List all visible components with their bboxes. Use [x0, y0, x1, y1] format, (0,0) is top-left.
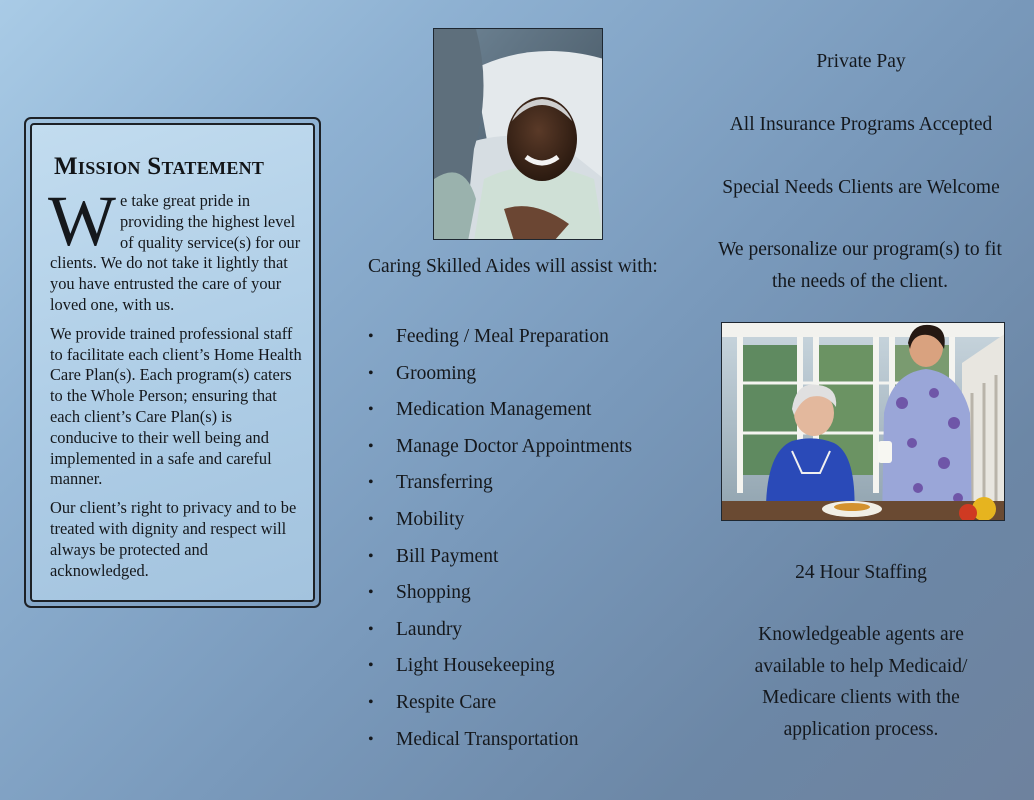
service-item-label: Shopping [396, 582, 471, 604]
personalize-text: We personalize our program(s) to fit the needs of the client. [718, 239, 1002, 292]
bullet-icon: • [368, 547, 374, 565]
bullet-icon: • [368, 510, 374, 528]
agents-text: Knowledgeable agents are available to help Medicaid/ Medicare clients with the application process. [754, 624, 968, 740]
service-item-label: Medical Transportation [396, 728, 579, 750]
service-item [368, 649, 632, 686]
service-item [368, 540, 632, 577]
service-item-label: Feeding / Meal Preparation [396, 326, 609, 347]
service-item-label: Respite Care [396, 691, 497, 713]
bullet-icon: • [368, 693, 374, 711]
service-item-label: Transferring [396, 472, 493, 494]
services-heading: Caring Skilled Aides will assist with: [368, 256, 658, 277]
patient-photo [433, 28, 603, 240]
service-item [368, 503, 632, 540]
bullet-icon: • [368, 620, 374, 638]
caregiver-photo [721, 322, 1005, 521]
service-item [368, 430, 632, 467]
service-item [368, 466, 632, 503]
bullet-icon: • [368, 474, 374, 492]
service-item [368, 393, 632, 430]
mission-paragraph-1-text: e take great pride in providing the highest level of quality service(s) for our clients. We do not take it lightly that you have entrusted the care of your loved one, with us. [50, 191, 301, 314]
mission-statement-inner [30, 123, 315, 602]
caregiver-photo-art [722, 323, 1005, 521]
service-item [368, 723, 632, 760]
bullet-icon: • [368, 437, 374, 455]
special-needs-text: Special Needs Clients are Welcome [722, 177, 1000, 198]
mission-statement-panel [24, 117, 321, 608]
service-item [368, 686, 632, 723]
service-item-label: Laundry [396, 618, 463, 640]
mission-paragraph-1 [48, 181, 303, 316]
service-item [368, 320, 632, 357]
service-item-label: Medication Management [396, 399, 592, 421]
mission-title: Mission Statement [54, 153, 265, 180]
bullet-icon: • [368, 730, 374, 748]
patient-photo-art [434, 29, 603, 240]
bullet-icon: • [368, 657, 374, 675]
private-pay-text: Private Pay [816, 51, 906, 72]
mission-paragraph-3: Our client’s right to privacy and to be treated with dignity and respect will always be protected and acknowledged. [50, 498, 297, 580]
service-item-label: Bill Payment [396, 545, 499, 567]
bullet-icon: • [368, 401, 374, 419]
bullet-icon: • [368, 584, 374, 602]
service-item [368, 576, 632, 613]
staffing-hours-text: 24 Hour Staffing [795, 562, 927, 583]
service-item [368, 357, 632, 394]
bullet-icon: • [368, 364, 374, 382]
service-item-label: Grooming [396, 362, 477, 384]
service-item-label: Mobility [396, 508, 465, 530]
services-list [368, 320, 632, 759]
insurance-text: All Insurance Programs Accepted [729, 114, 993, 135]
bullet-icon: • [368, 328, 374, 345]
service-item [368, 613, 632, 650]
mission-paragraph-2: We provide trained professional staff to facilitate each client’s Home Health Care Plan(s). Each program(s) caters to the Whole Person; ensuring that each client’s Care Plan(s) is conducive to their well being and implemented in a safe and careful manner. [50, 323, 302, 489]
mission-dropcap: W [48, 181, 116, 261]
service-item-label: Manage Doctor Appointments [396, 435, 633, 457]
service-item-label: Light Housekeeping [396, 655, 555, 677]
